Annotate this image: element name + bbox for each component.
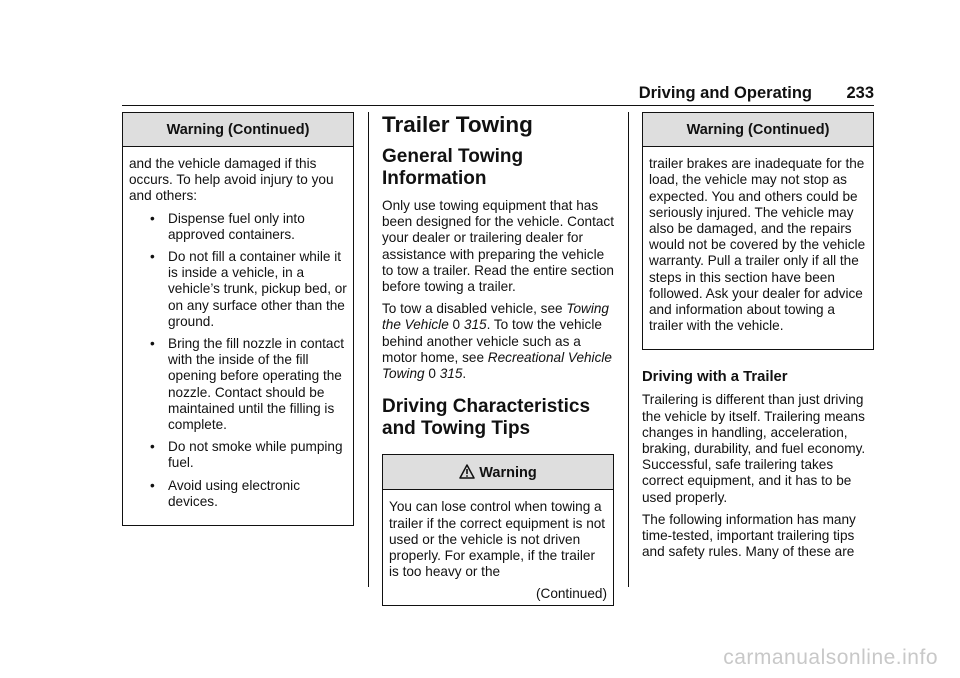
page-header bbox=[122, 82, 874, 104]
column-divider bbox=[368, 112, 369, 587]
warning-text: You can lose control when towing a trailer if the correct equipment is not used or the vehicle is not driven properly. For example, if the trailer is too heavy or the bbox=[389, 499, 606, 580]
page-ref-arrow-icon: 0 bbox=[428, 366, 436, 382]
disabled-tow-paragraph bbox=[382, 301, 614, 382]
column-1 bbox=[122, 112, 354, 526]
section-heading-tips: Driving Characteristics and Towing Tips bbox=[382, 396, 591, 440]
bullet-icon: • bbox=[150, 249, 155, 265]
list-item bbox=[129, 211, 347, 243]
section-heading-driving-trailer: Driving with a Trailer bbox=[642, 369, 788, 386]
continued-label: (Continued) bbox=[535, 586, 607, 602]
bullet-icon: • bbox=[150, 477, 155, 493]
xref-recreational-vehicle-towing[interactable]: Recreational Vehicle Towing bbox=[382, 349, 612, 382]
xref-towing-the-vehicle[interactable]: Towing the Vehicle bbox=[382, 301, 609, 333]
text: . bbox=[462, 366, 467, 382]
list-item-text: Bring the fill nozzle in contact with the inside of the fill opening before operating the nozzle. Contact should be maintained until the filling is complete. bbox=[168, 336, 345, 433]
column-3 bbox=[642, 112, 874, 566]
text: To tow a disabled vehicle, see bbox=[382, 301, 563, 317]
section-heading-general: General Towing Information bbox=[382, 146, 524, 189]
list-item-text: Avoid using electronic devices. bbox=[168, 477, 300, 509]
trailering-paragraph-1: Trailering is different than just driving the vehicle by itself. Trailering means changes in handling, acceleration, braking, durability, and fuel economy. Successful, safe trailering takes correct equipment, and it has to be used properly. bbox=[642, 392, 866, 505]
warning-box bbox=[382, 454, 614, 605]
list-item-text: Dispense fuel only into approved containers. bbox=[168, 210, 305, 242]
page-ref-number[interactable]: 315 bbox=[463, 317, 487, 333]
list-item-text: Do not fill a container while it is inside a vehicle, in a vehicle’s trunk, pickup bed, or on any surface other than the ground. bbox=[168, 249, 347, 329]
header-rule bbox=[122, 105, 874, 106]
list-item bbox=[129, 478, 347, 510]
warning-header: Warning (Continued) bbox=[643, 113, 873, 147]
warning-body bbox=[643, 147, 873, 349]
caution-triangle-icon bbox=[459, 464, 475, 479]
bullet-icon: • bbox=[150, 439, 155, 455]
warning-header: Warning (Continued) bbox=[123, 113, 353, 147]
warning-intro: and the vehicle damaged if this occurs. To help avoid injury to you and others: bbox=[129, 156, 334, 204]
section-title: Driving and Operating bbox=[638, 84, 812, 102]
list-item bbox=[129, 439, 347, 471]
warning-title: Warning bbox=[479, 465, 537, 482]
list-item bbox=[129, 249, 347, 330]
warning-body bbox=[383, 490, 613, 604]
page-ref-arrow-icon: 0 bbox=[452, 317, 461, 333]
warning-body bbox=[123, 147, 353, 525]
watermark: carmanualsonline.info bbox=[723, 646, 938, 669]
list-item-text: Do not smoke while pumping fuel. bbox=[168, 439, 343, 471]
trailering-paragraph-2: The following information has many time-tested, important trailering tips and safety rules. Many of these are bbox=[642, 511, 856, 560]
warning-header bbox=[383, 455, 613, 490]
text: . To tow the vehicle behind another vehicle such as a motor home, see bbox=[382, 317, 602, 365]
fuel-safety-list bbox=[129, 211, 347, 510]
general-paragraph: Only use towing equipment that has been designed for the vehicle. Contact your dealer or trailering dealer for assistance with preparing the vehicle to tow a trailer. Read the entire section before towing a trailer. bbox=[382, 198, 615, 295]
column-divider bbox=[628, 112, 629, 587]
bullet-icon: • bbox=[150, 336, 155, 352]
warning-box-continued bbox=[122, 112, 354, 526]
list-item bbox=[129, 336, 347, 433]
bullet-icon: • bbox=[150, 210, 155, 226]
column-2 bbox=[382, 112, 614, 606]
page-title: Trailer Towing bbox=[382, 112, 533, 137]
page-number: 233 bbox=[846, 84, 874, 102]
warning-text: trailer brakes are inadequate for the load, the vehicle may not stop as expected. You and others could be seriously injured. The vehicle may also be damaged, and the repairs would not be covered by the vehicle warranty. Pull a trailer only if all the steps in this section have been followed. Ask your dealer for advice and information about towing a trailer with the vehicle. bbox=[649, 156, 866, 334]
page-ref-number[interactable]: 315 bbox=[439, 366, 463, 382]
warning-box-continued bbox=[642, 112, 874, 350]
